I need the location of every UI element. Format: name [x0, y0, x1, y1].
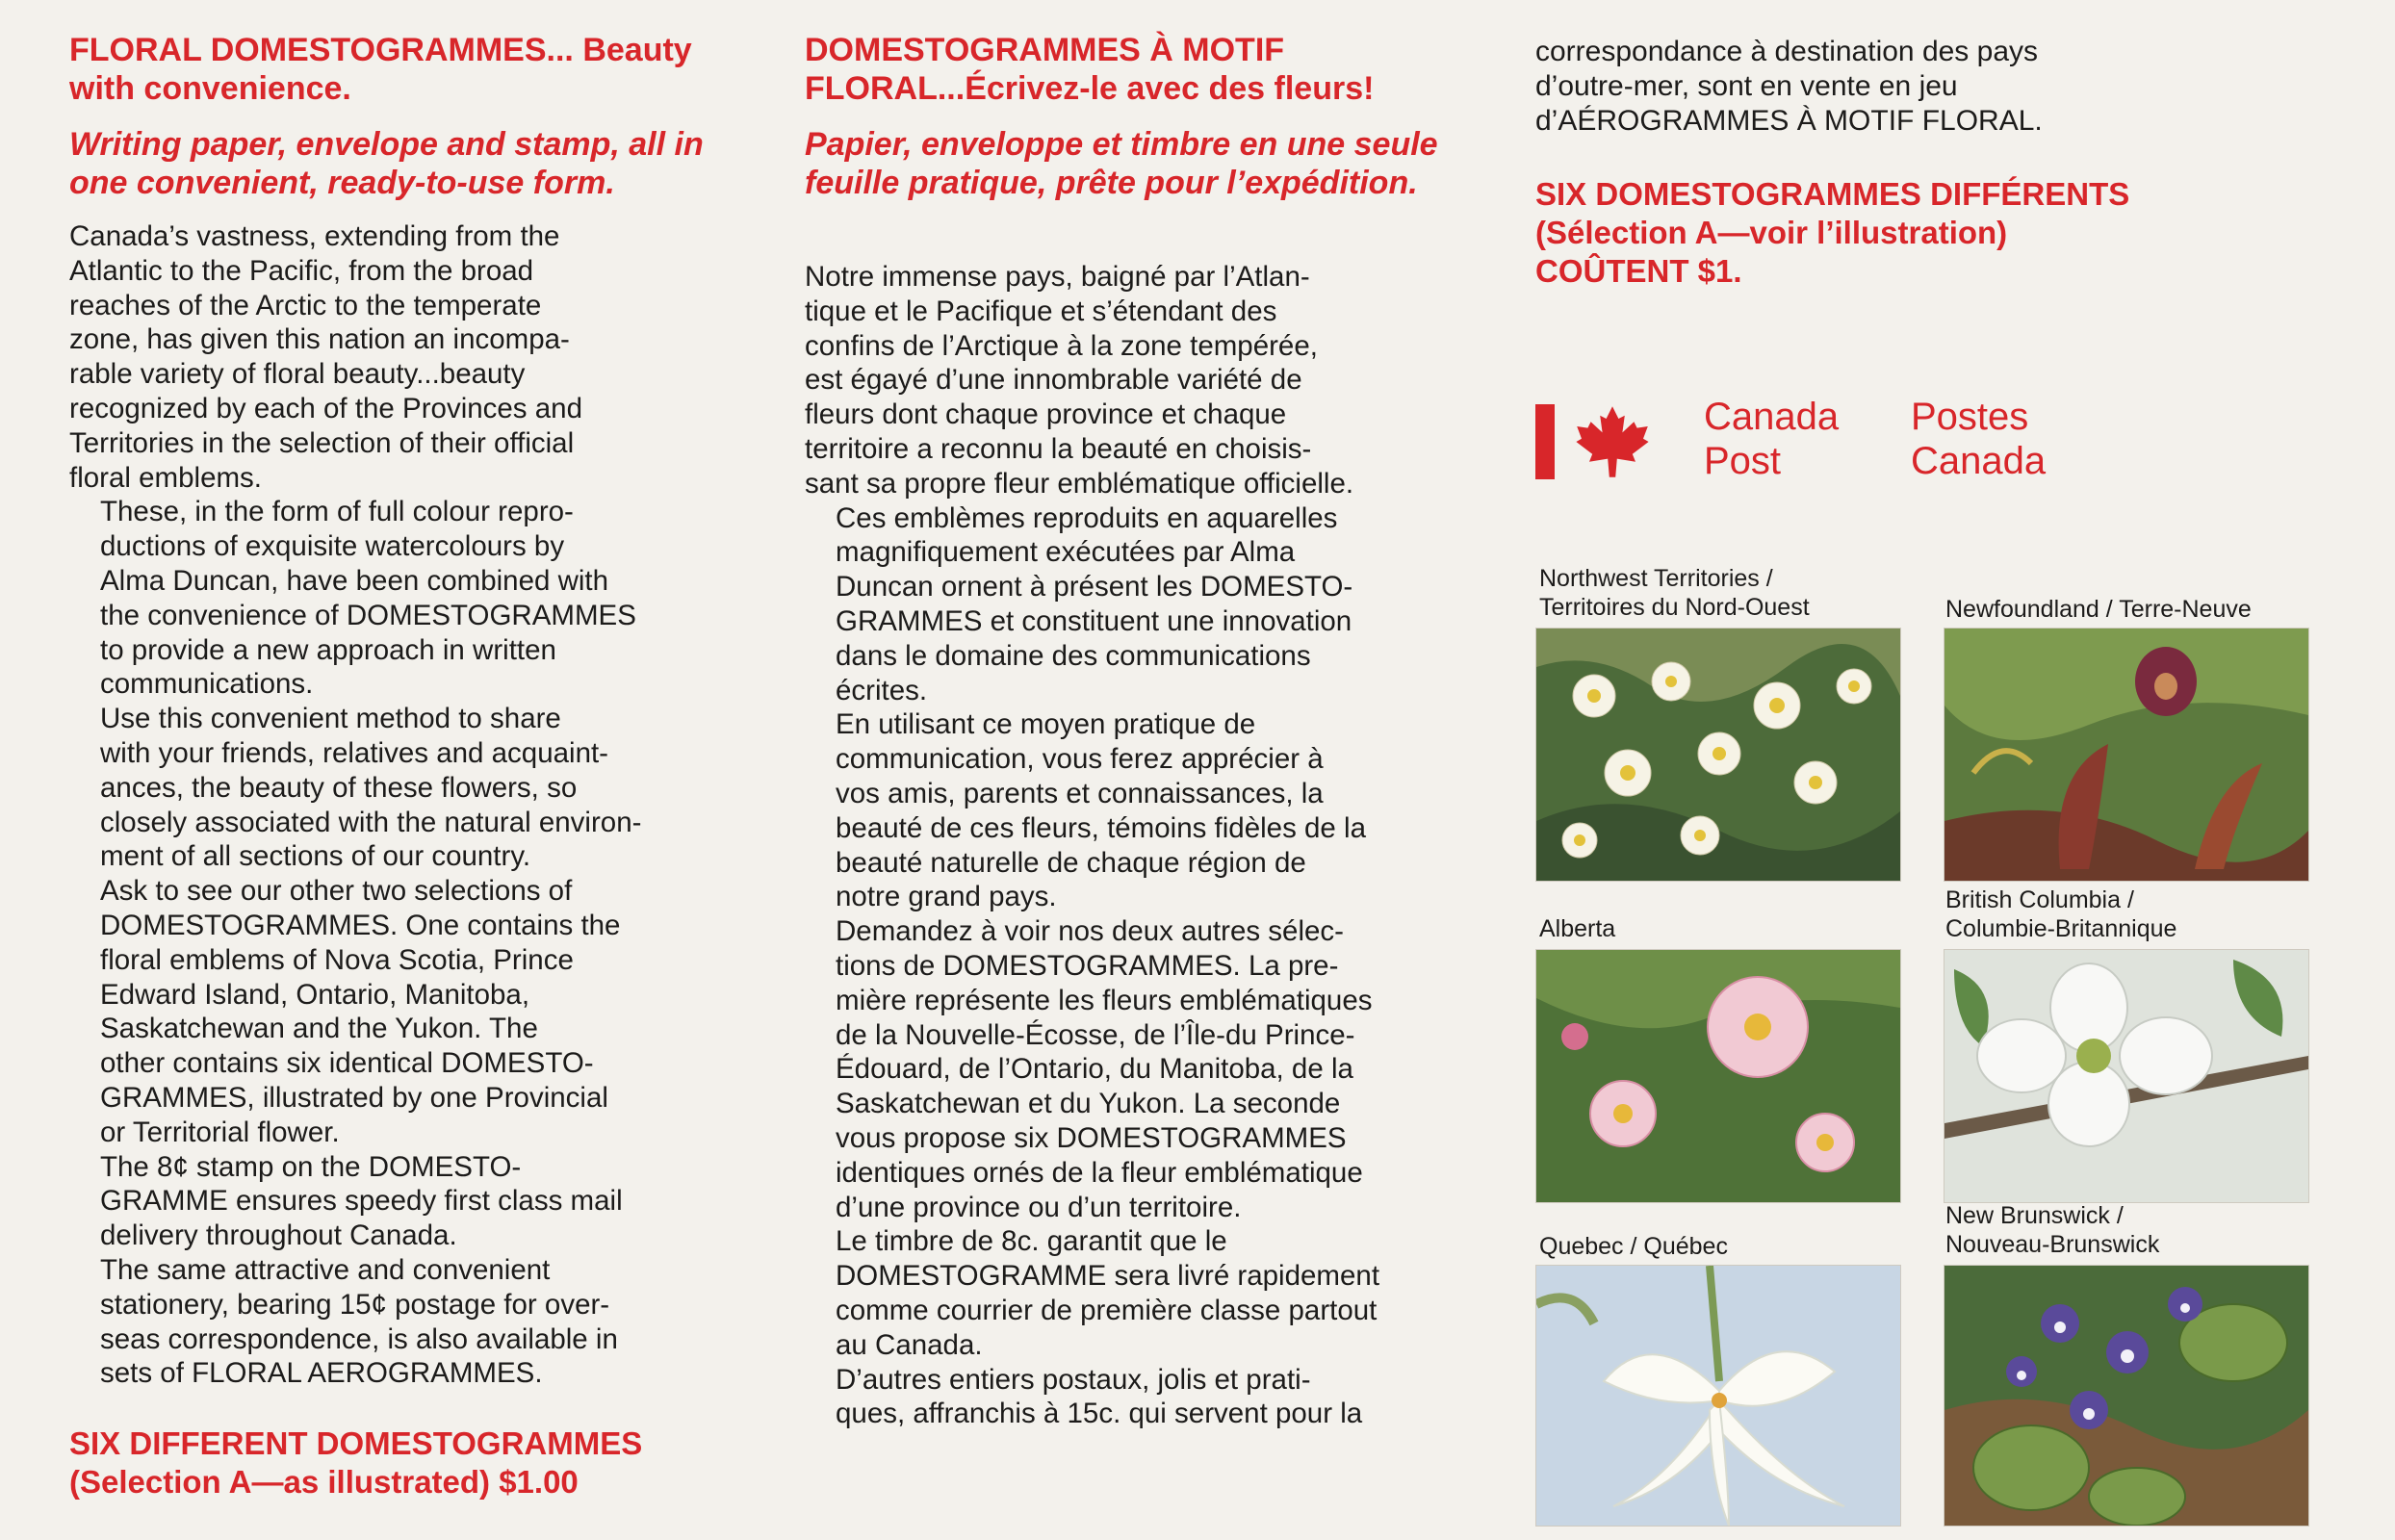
body-line: ances, the beauty of these flowers, so [100, 771, 578, 804]
label-line: Quebec / Québec [1539, 1233, 1728, 1260]
body-line: to provide a new approach in written [100, 633, 556, 666]
pitcher-plant-image [1944, 628, 2309, 882]
logo-line: Post [1704, 440, 1782, 482]
body-line: DOMESTOGRAMMES. One contains the [100, 909, 621, 941]
label-line: New Brunswick / [1945, 1202, 2124, 1229]
flower-label-new-brunswick [1945, 1201, 2159, 1259]
white-lily-image [1535, 1265, 1901, 1527]
label-line: Nouveau-Brunswick [1945, 1231, 2160, 1258]
french-heading [805, 31, 1469, 108]
footer-line: SIX DOMESTOGRAMMES DIFFÉRENTS [1535, 176, 2130, 212]
body-line: These, in the form of full colour repro- [100, 496, 574, 528]
flower-label-alberta [1539, 914, 1615, 943]
heading-line: Beauty with convenience. [69, 32, 692, 107]
body-paragraph [69, 495, 641, 702]
body-line: Use this convenient method to share [100, 703, 561, 735]
footer-line: (Sélection A—voir l’illustration) [1535, 215, 2008, 250]
body-line: Demandez à voir nos deux autres sélec- [836, 915, 1344, 948]
body-line: Edward Island, Ontario, Manitoba, [100, 978, 530, 1011]
label-line: Newfoundland / Terre-Neuve [1945, 596, 2252, 623]
body-line: communication, vous ferez apprécier à [836, 743, 1324, 776]
body-line: Ask to see our other two selections of [100, 875, 573, 908]
flower-label-quebec [1539, 1232, 1728, 1261]
body-line: Atlantic to the Pacific, from the broad [69, 254, 534, 287]
footer-line: COÛTENT $1. [1535, 253, 1742, 289]
body-line: D’autres entiers postaux, jolis et prati- [836, 1363, 1311, 1396]
body-paragraph [69, 1150, 641, 1253]
body-line: vous propose six DOMESTOGRAMMES [836, 1121, 1347, 1154]
body-line: tique et le Pacifique et s’étendant des [805, 295, 1277, 327]
body-line: fleurs dont chaque province et chaque [805, 398, 1287, 431]
body-line: ment of all sections of our country. [100, 840, 531, 873]
body-line: de la Nouvelle-Écosse, de l’Île-du Prince- [836, 1018, 1355, 1051]
body-line: écrites. [836, 674, 928, 706]
body-paragraph [69, 219, 641, 495]
wild-rose-image [1535, 949, 1901, 1203]
body-line: ductions of exquisite watercolours by [100, 530, 565, 563]
maple-leaf-icon [1574, 402, 1651, 481]
body-line: tions de DOMESTOGRAMMES. La pre- [836, 949, 1339, 982]
body-line: other contains six identical DOMESTO- [100, 1047, 594, 1080]
body-line: floral emblems. [69, 461, 263, 494]
body-line: ques, affranchis à 15c. qui servent pour la [836, 1398, 1363, 1430]
body-line: Duncan ornent à présent les DOMESTO- [836, 571, 1353, 603]
body-line: au Canada. [836, 1328, 983, 1361]
body-line: DOMESTOGRAMME sera livré rapidement [836, 1260, 1380, 1293]
canada-post-logo [1535, 395, 2074, 491]
body-line: En utilisant ce moyen pratique de [836, 708, 1256, 741]
body-line: vos amis, parents et connaissances, la [836, 777, 1324, 809]
body-line: communications. [100, 668, 314, 701]
french-subheading [805, 125, 1469, 202]
body-paragraph [69, 702, 641, 874]
logo-line: Canada [1911, 440, 2047, 482]
body-line: Alma Duncan, have been combined with [100, 564, 609, 597]
body-line: notre grand pays. [836, 881, 1057, 913]
body-line: stationery, bearing 15¢ postage for over- [100, 1288, 610, 1321]
body-line: sant sa propre fleur emblématique officielle. [805, 467, 1354, 500]
label-line: Columbie-Britannique [1945, 915, 2177, 942]
body-line: Notre immense pays, baigné par l’Atlan- [805, 261, 1310, 293]
label-line: British Columbia / [1945, 886, 2134, 913]
english-heading [69, 31, 743, 108]
label-line: Alberta [1539, 915, 1616, 942]
body-line: confins de l’Arctique à la zone tempérée, [805, 329, 1318, 362]
body-line: est égayé d’une innombrable variété de [805, 364, 1302, 397]
body-line: Saskatchewan et du Yukon. La seconde [836, 1088, 1341, 1120]
body-paragraph [805, 1224, 1379, 1362]
body-line: territoire a reconnu la beauté en choisis- [805, 432, 1312, 465]
flower-label-british-columbia [1945, 886, 2176, 943]
body-line: recognized by each of the Provinces and [69, 392, 582, 424]
body-line: identiques ornés de la fleur emblématique [836, 1156, 1363, 1189]
body-line: The 8¢ stamp on the DOMESTO- [100, 1150, 522, 1183]
body-line: Édouard, de l’Ontario, du Manitoba, de la [836, 1053, 1353, 1086]
body-line: beauté naturelle de chaque région de [836, 846, 1306, 879]
body-line: delivery throughout Canada. [100, 1219, 457, 1252]
label-line: Northwest Territories / [1539, 565, 1773, 592]
body-line: zone, has given this nation an incompa- [69, 323, 570, 356]
body-line: reaches of the Arctic to the temperate [69, 289, 542, 321]
body-line: d’AÉROGRAMMES À MOTIF FLORAL. [1535, 104, 2043, 137]
body-line: correspondance à destination des pays [1535, 36, 2039, 67]
english-subheading [69, 125, 743, 202]
pacific-dogwood-image [1944, 949, 2309, 1203]
subheading-line: Papier, enveloppe et timbre en une [805, 126, 1346, 163]
english-body [69, 219, 641, 1391]
body-line: seas correspondence, is also available in [100, 1322, 618, 1355]
body-paragraph [805, 501, 1379, 708]
body-line: with your friends, relatives and acquaint- [100, 736, 608, 769]
body-line: Canada’s vastness, extending from the [69, 220, 560, 252]
body-line: rable variety of floral beauty...beauty [69, 358, 526, 391]
body-line: The same attractive and convenient [100, 1253, 551, 1286]
body-paragraph [805, 260, 1379, 501]
logo-line: Postes [1911, 396, 2029, 438]
footer-line: (Selection A—as illustrated) $1.00 [69, 1464, 579, 1500]
body-line: mière représente les fleurs emblématiques [836, 984, 1373, 1016]
logo-line: Canada [1704, 396, 1840, 438]
logo-text-english [1704, 395, 1839, 483]
body-paragraph [805, 914, 1379, 1224]
body-line: the convenience of DOMESTOGRAMMES [100, 599, 636, 631]
english-price-footer [69, 1424, 642, 1502]
body-line: or Territorial flower. [100, 1116, 340, 1148]
french-price-footer [1535, 175, 2129, 291]
body-paragraph [805, 707, 1379, 914]
flower-label-northwest-territories [1539, 564, 1810, 622]
body-paragraph [69, 1253, 641, 1391]
heading-line: FLORAL DOMESTOGRAMMES... [69, 32, 574, 68]
label-line: Territoires du Nord-Ouest [1539, 594, 1810, 621]
footer-line: SIX DIFFERENT DOMESTOGRAMMES [69, 1425, 643, 1461]
body-paragraph [69, 874, 641, 1149]
subheading-line: Writing paper, envelope and stamp, all [69, 126, 666, 163]
body-line: GRAMMES et constituent une innovation [836, 604, 1352, 637]
body-line: GRAMME ensures speedy first class mail [100, 1185, 623, 1218]
body-line: comme courrier de première classe partout [836, 1294, 1378, 1326]
subheading-line: l’expédition. [1226, 165, 1418, 201]
body-line: Saskatchewan and the Yukon. The [100, 1013, 538, 1045]
subheading-line: in one convenient, ready-to-use form. [69, 126, 704, 201]
body-paragraph [805, 1363, 1379, 1432]
body-line: d’outre-mer, sont en vente en jeu [1535, 69, 1958, 102]
body-line: GRAMMES, illustrated by one Provincial [100, 1081, 608, 1114]
body-line: Le timbre de 8c. garantit que le [836, 1225, 1227, 1258]
body-line: Territories in the selection of their official [69, 426, 575, 459]
mountain-avens-image [1535, 628, 1901, 882]
heading-line: FLORAL...Écrivez-le avec des fleurs! [805, 70, 1375, 107]
body-line: dans le domaine des communications [836, 639, 1311, 672]
body-line: sets of FLORAL AEROGRAMMES. [100, 1357, 543, 1390]
heading-line: DOMESTOGRAMMES À MOTIF [805, 32, 1285, 68]
body-line: magnifiquement exécutées par Alma [836, 536, 1296, 569]
flower-label-newfoundland [1945, 595, 2252, 624]
purple-violet-image [1944, 1265, 2309, 1527]
french-body-continued [1535, 35, 2209, 138]
logo-text-french [1911, 395, 2046, 483]
flag-bar [1535, 404, 1555, 479]
body-line: Ces emblèmes reproduits en aquarelles [836, 501, 1338, 534]
body-line: beauté de ces fleurs, témoins fidèles de la [836, 811, 1366, 844]
french-body [805, 260, 1379, 1431]
subheading-line: seule feuille pratique, prête pour [805, 126, 1438, 201]
body-line: floral emblems of Nova Scotia, Prince [100, 943, 574, 976]
body-line: closely associated with the natural environ- [100, 806, 642, 838]
body-line: d’une province ou d’un territoire. [836, 1191, 1242, 1223]
